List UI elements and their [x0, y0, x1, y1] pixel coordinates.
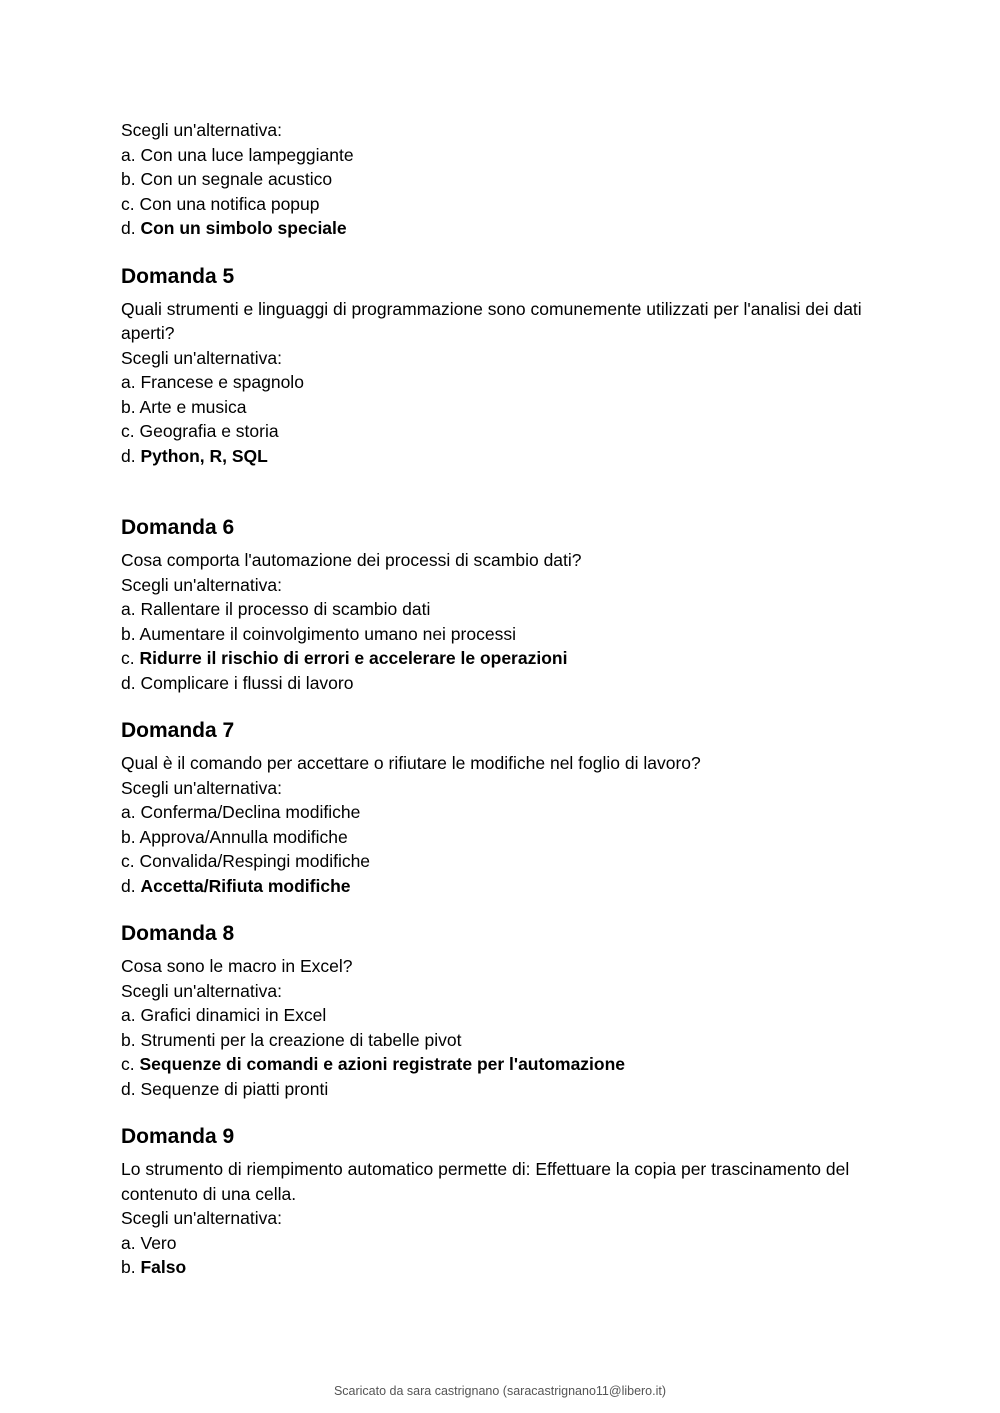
answer-option: b. Con un segnale acustico: [121, 169, 333, 189]
choose-prompt: Scegli un'alternativa:: [121, 777, 282, 798]
answer-option: a. Conferma/Declina modifiche: [121, 802, 361, 822]
question-title: Domanda 9: [121, 1125, 235, 1148]
question-block-9: [121, 1124, 881, 1280]
answer-option-correct: c. Sequenze di comandi e azioni registrate per l'automazione: [121, 1054, 626, 1074]
choose-prompt: Scegli un'alternativa:: [121, 347, 282, 368]
question-block-5: [121, 264, 881, 469]
question-title: Domanda 8: [121, 922, 235, 945]
choose-prompt: Scegli un'alternativa:: [121, 980, 282, 1001]
question-title: Domanda 6: [121, 516, 235, 539]
answer-option: c. Geografia e storia: [121, 421, 279, 441]
question-text: Quali strumenti e linguaggi di programmazione sono comunemente utilizzati per l'analisi dei dati aperti?: [121, 298, 862, 343]
question-text: Cosa sono le macro in Excel?: [121, 956, 353, 976]
choose-prompt: Scegli un'alternativa:: [121, 120, 282, 140]
answer-option: a. Francese e spagnolo: [121, 372, 304, 392]
answer-option: a. Vero: [121, 1232, 177, 1253]
answer-option: a. Grafici dinamici in Excel: [121, 1005, 327, 1025]
document-page: [121, 118, 881, 1280]
answer-option: a. Con una luce lampeggiante: [121, 144, 354, 165]
question-block-4: [121, 118, 881, 241]
question-title: Domanda 5: [121, 264, 235, 288]
question-block-6: [121, 515, 881, 695]
answer-option-correct: d. Python, R, SQL: [121, 445, 268, 466]
answer-option: c. Con una notifica popup: [121, 193, 320, 214]
page-footer: Scaricato da sara castrignano (saracastrignano11@libero.it): [333, 1384, 667, 1398]
answer-option: b. Approva/Annulla modifiche: [121, 826, 348, 847]
question-title: Domanda 7: [121, 719, 235, 742]
answer-option-correct: d. Con un simbolo speciale: [121, 218, 347, 238]
question-block-7: [121, 718, 881, 898]
choose-prompt: Scegli un'alternativa:: [121, 1208, 282, 1228]
answer-option: c. Convalida/Respingi modifiche: [121, 851, 371, 871]
answer-option: b. Arte e musica: [121, 396, 247, 417]
choose-prompt: Scegli un'alternativa:: [121, 574, 282, 595]
answer-option-correct: d. Accetta/Rifiuta modifiche: [121, 875, 351, 896]
answer-option: d. Complicare i flussi di lavoro: [121, 672, 354, 693]
question-text: Cosa comporta l'automazione dei processi di scambio dati?: [121, 550, 582, 570]
answer-option: a. Rallentare il processo di scambio dati: [121, 599, 431, 619]
answer-option: b. Strumenti per la creazione di tabelle pivot: [121, 1029, 462, 1050]
answer-option: d. Sequenze di piatti pronti: [121, 1078, 329, 1099]
question-text: Lo strumento di riempimento automatico permette di: Effettuare la copia per trascinamento del contenuto di una cella.: [121, 1159, 850, 1204]
answer-option-correct: c. Ridurre il rischio di errori e accelerare le operazioni: [121, 648, 568, 668]
question-text: Qual è il comando per accettare o rifiutare le modifiche nel foglio di lavoro?: [121, 753, 701, 773]
question-block-8: [121, 921, 881, 1101]
answer-option: b. Aumentare il coinvolgimento umano nei processi: [121, 623, 516, 644]
answer-option-correct: b. Falso: [121, 1257, 187, 1277]
